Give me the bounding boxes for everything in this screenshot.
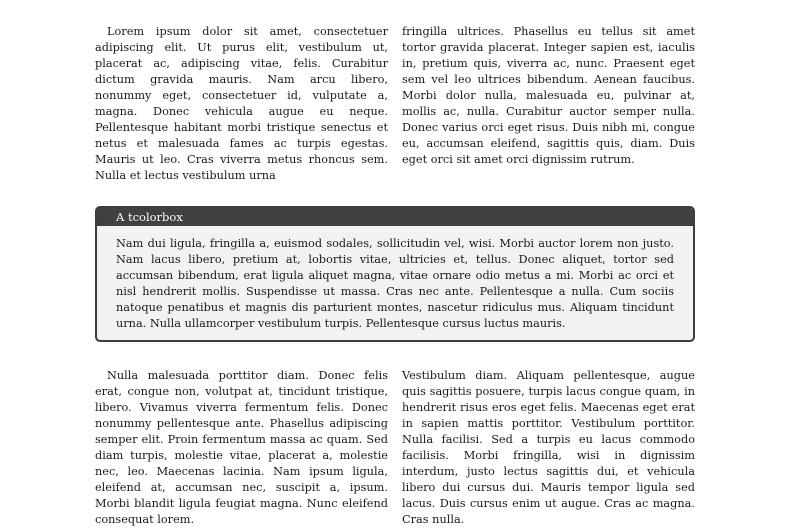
tcolorbox (95, 206, 695, 342)
paragraph-top-left (95, 24, 388, 184)
paragraph-text: Lorem ipsum dolor sit amet, consectetuer adipiscing elit. Ut purus elit, vestibulum ut, placerat ac, adipiscing vitae, felis. Curabitur dictum gravida mauris. Nam arcu libero, nonummy eget, consectetuer id, vulputate a, magna. Donec vehicula augue eu neque. Pellentesque habitant morbi tristique senectus et netus et malesuada fames ac turpis egestas. Mauris ut leo. Cras viverra metus rhoncus sem. Nulla et lectus vestibulum urna (95, 25, 388, 182)
paragraph-top-right (402, 24, 695, 168)
paragraph-bottom-right (402, 368, 695, 528)
paragraph-bottom-left (95, 368, 388, 528)
tcolorbox-body: Nam dui ligula, fringilla a, euismod sodales, sollicitudin vel, wisi. Morbi auctor lorem non justo. Nam lacus libero, pretium at, lobortis vitae, ultricies et, tellus. Donec aliquet, tortor sed accumsan bibendum, erat ligula aliquet magna, vitae ornare odio metus a mi. Morbi ac orci et nisl hendrerit mollis. Suspendisse ut massa. Cras nec ante. Pellentesque a nulla. Cum sociis natoque penatibus et magnis dis parturient montes, nascetur ridiculus mus. Aliquam tincidunt urna. Nulla ullamcorper vestibulum turpis. Pellentesque cursus luctus mauris. (116, 237, 674, 330)
paragraph-text: Vestibulum diam. Aliquam pellentesque, augue quis sagittis posuere, turpis lacus congue quam, in hendrerit risus eros eget felis. Maecenas eget erat in sapien mattis porttitor. Vestibulum porttitor. Nulla facilisi. Sed a turpis eu lacus commodo facilisis. Morbi fringilla, wisi in dignissim interdum, justo lectus sagittis dui, et vehicula libero dui cursus dui. Mauris tempor ligula sed lacus. Duis cursus enim ut augue. Cras ac magna. Cras nulla. (402, 369, 695, 526)
tcolorbox-title: A tcolorbox (97, 208, 693, 226)
paragraph-text: fringilla ultrices. Phasellus eu tellus sit amet tortor gravida placerat. Integer sapien est, iaculis in, pretium quis, viverra ac, nunc. Praesent eget sem vel leo ultrices bibendum. Aenean faucibus. Morbi dolor nulla, malesuada eu, pulvinar at, mollis ac, nulla. Curabitur auctor semper nulla. Donec varius orci eget risus. Duis nibh mi, congue eu, accumsan eleifend, sagittis quis, diam. Duis eget orci sit amet orci dignissim rutrum. (402, 25, 695, 166)
paragraph-text: Nulla malesuada porttitor diam. Donec felis erat, congue non, volutpat at, tincidunt tristique, libero. Vivamus viverra fermentum felis. Donec nonummy pellentesque ante. Phasellus adipiscing semper elit. Proin fermentum massa ac quam. Sed diam turpis, molestie vitae, placerat a, molestie nec, leo. Maecenas lacinia. Nam ipsum ligula, eleifend at, accumsan nec, suscipit a, ipsum. Morbi blandit ligula feugiat magna. Nunc eleifend consequat lorem. (95, 369, 388, 526)
